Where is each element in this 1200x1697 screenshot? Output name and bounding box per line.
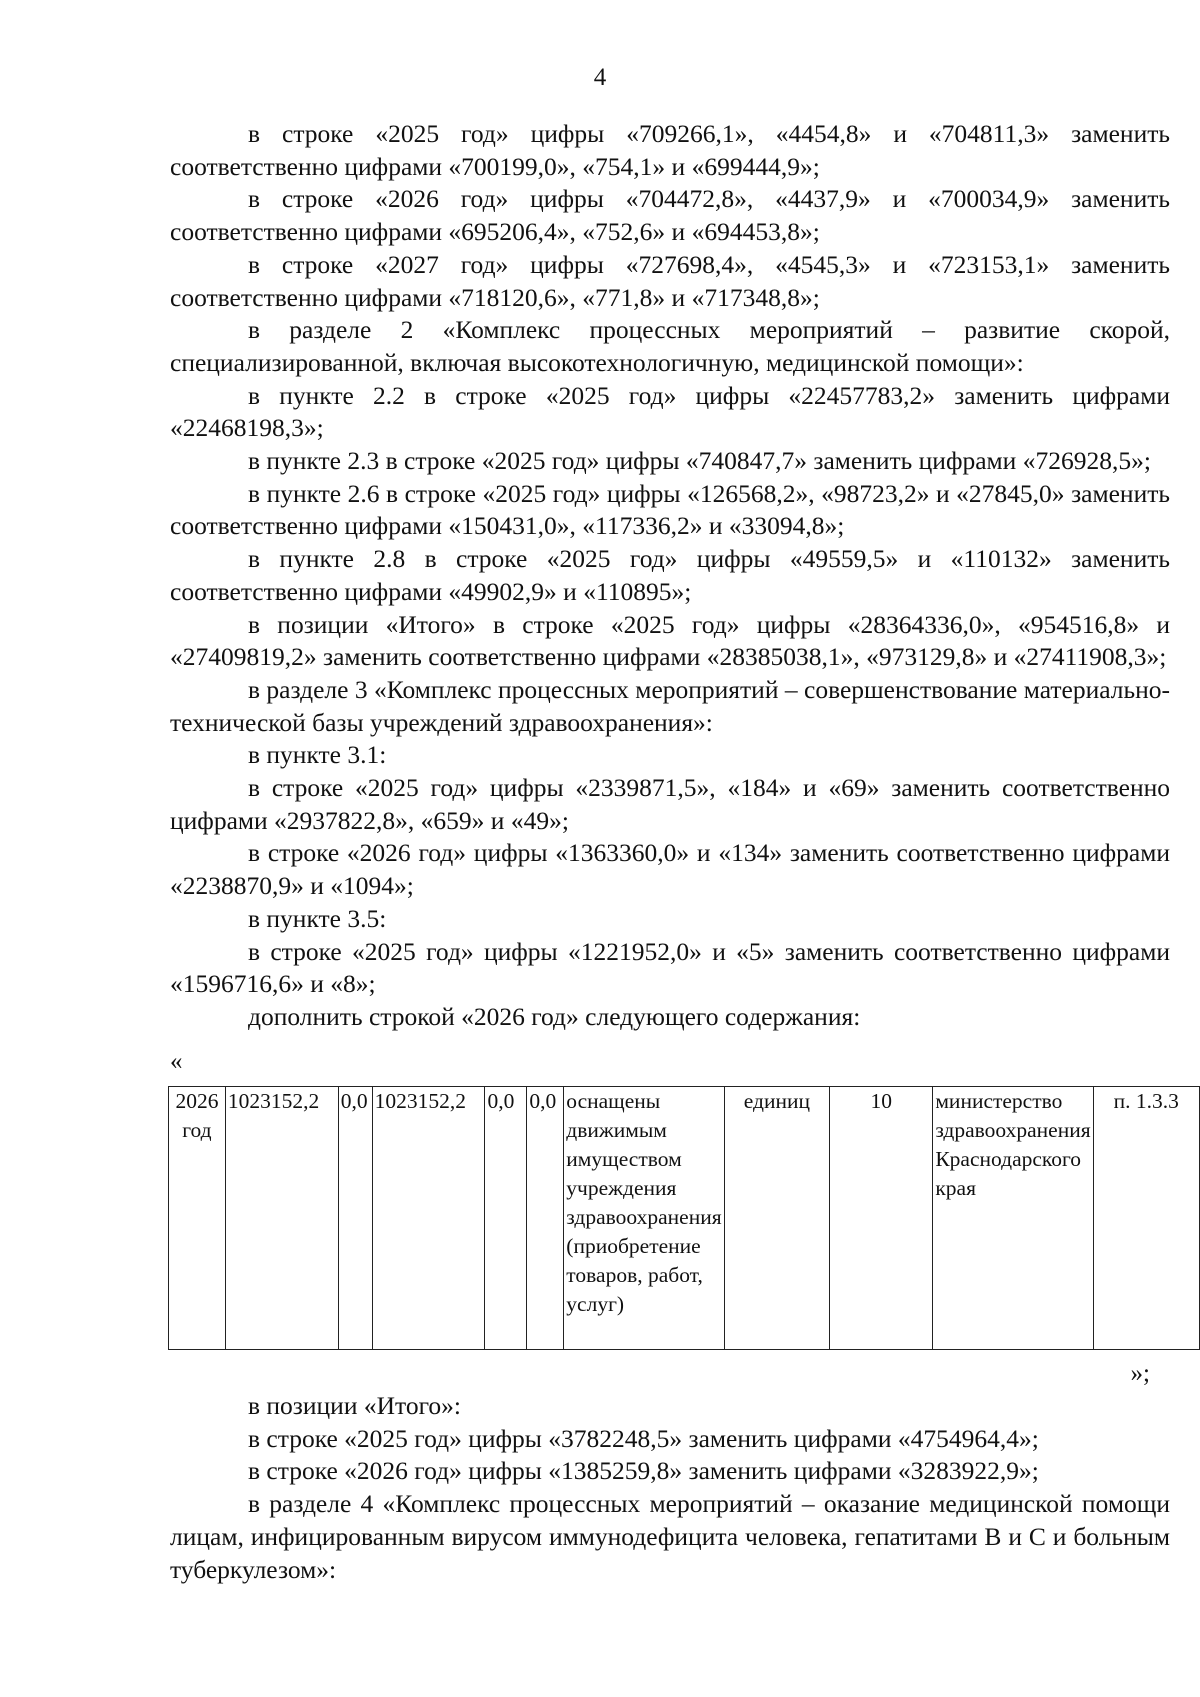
paragraph: в строке «2025 год» цифры «2339871,5», «184» и «69» заменить соответственно цифрами «2937822,8», «659» и «49»; (170, 773, 1170, 835)
paragraph: в позиции «Итого» в строке «2025 год» цифры «28364336,0», «954516,8» и «27409819,2» заменить соответственно цифрами «28385038,1», «973129,8» и «27411908,3»; (170, 609, 1170, 672)
paragraph: в строке «2025 год» цифры «1221952,0» и «5» заменить соответственно цифрами «1596716,6» и «8»; (170, 936, 1170, 999)
paragraph: в строке «2026 год» цифры «704472,8», «4437,9» и «700034,9» заменить соответственно цифрами «695206,4», «752,6» и «694453,8»; (170, 184, 1170, 247)
paragraph: в строке «2025 год» цифры «709266,1», «4454,8» и «704811,3» заменить соответственно цифрами «700199,0», «754,1» и «699444,9»; (170, 119, 1170, 181)
paragraph: в позиции «Итого»: (248, 1391, 461, 1420)
open-quote: « (170, 1048, 183, 1075)
paragraph: в пункте 3.1: (248, 740, 387, 770)
cell-unit: единиц (724, 1087, 830, 1350)
paragraph: в разделе 2 «Комплекс процессных мероприятий – развитие скорой, специализированной, включая высокотехнологичную, медицинской помощи»: (170, 315, 1170, 377)
close-quote: »; (1130, 1360, 1150, 1387)
page-number: 4 (593, 64, 607, 91)
cell-local: 0,0 (485, 1087, 527, 1350)
cell-reference: п. 1.3.3 (1093, 1087, 1199, 1350)
paragraph: в строке «2026 год» цифры «1363360,0» и «134» заменить соответственно цифрами «2238870,9» и «1094»; (170, 838, 1170, 901)
paragraph: в пункте 2.6 в строке «2025 год» цифры «126568,2», «98723,2» и «27845,0» заменить соответственно цифрами «150431,0», «117336,2» и «33094,8»; (170, 478, 1170, 541)
inserted-table-row (168, 1086, 1200, 1350)
paragraph: в строке «2027 год» цифры «727698,4», «4545,3» и «723153,1» заменить соответственно цифрами «718120,6», «771,8» и «717348,8»; (170, 249, 1170, 312)
cell-value: 10 (830, 1087, 933, 1350)
amendment-text (170, 118, 1170, 1034)
paragraph: в пункте 3.5: (248, 903, 387, 933)
paragraph: в пункте 2.2 в строке «2025 год» цифры «22457783,2» заменить цифрами «22468198,3»; (170, 380, 1170, 443)
paragraph: в строке «2025 год» цифры «3782248,5» заменить цифрами «4754964,4»; (248, 1423, 1039, 1453)
paragraph: в строке «2026 год» цифры «1385259,8» заменить цифрами «3283922,9»; (248, 1456, 1039, 1486)
cell-federal: 0,0 (338, 1087, 372, 1350)
paragraph: в разделе 4 «Комплекс процессных мероприятий – оказание медицинской помощи лицам, инфицированным вирусом иммунодефицита человека, гепатитами B и C и больным туберкулезом»: (170, 1489, 1170, 1584)
paragraph: дополнить строкой «2026 год» следующего содержания: (248, 1001, 861, 1031)
paragraph: в разделе 3 «Комплекс процессных мероприятий – совершенствование материально-технической базы учреждений здравоохранения»: (170, 674, 1170, 737)
cell-year: 2026 год (169, 1087, 226, 1350)
cell-total: 1023152,2 (225, 1087, 338, 1350)
amendment-text-continued (170, 1390, 1170, 1586)
cell-responsible: министерство здравоохранения Краснодарского края (933, 1087, 1093, 1350)
cell-regional: 1023152,2 (372, 1087, 485, 1350)
paragraph: в пункте 2.3 в строке «2025 год» цифры «740847,7» заменить цифрами «726928,5»; (248, 446, 1151, 476)
table-row (169, 1087, 1200, 1350)
cell-result: оснащены движимым имуществом учреждения здравоохранения (приобретение товаров, работ, услуг) (564, 1087, 724, 1350)
cell-other: 0,0 (527, 1087, 564, 1350)
paragraph: в пункте 2.8 в строке «2025 год» цифры «49559,5» и «110132» заменить соответственно цифрами «49902,9» и «110895»; (170, 544, 1170, 606)
